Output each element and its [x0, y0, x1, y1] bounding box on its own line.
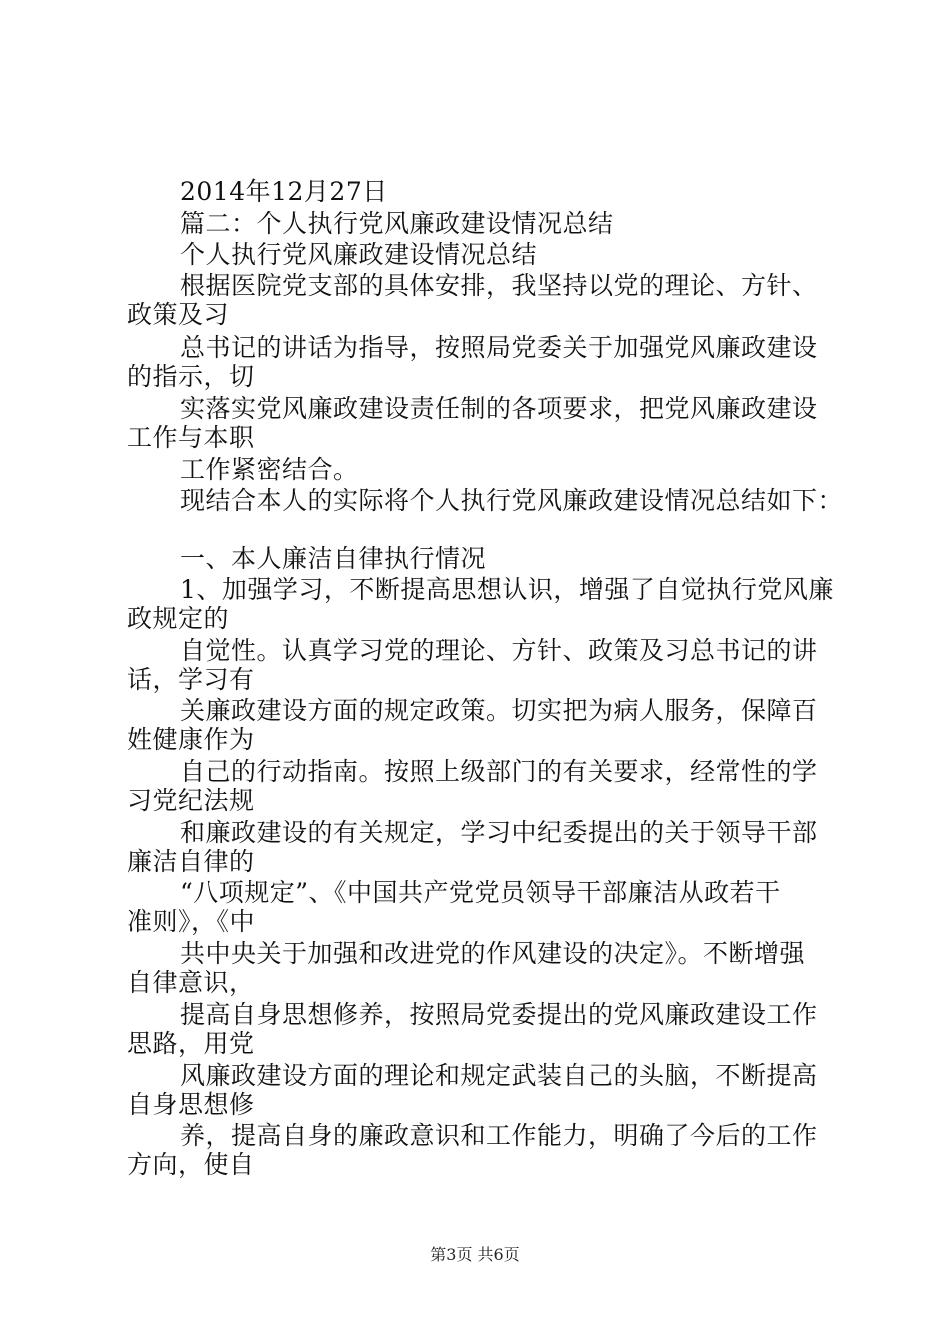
text-line: 习党纪法规 — [127, 786, 255, 815]
text-line: “八项规定”、《中国共产党党员领导干部廉洁从政若干 — [180, 878, 781, 907]
text-line: 实落实党风廉政建设责任制的各项要求，把党风廉政建设 — [180, 394, 818, 423]
document-heading: 个人执行党风廉政建设情况总结 — [180, 240, 538, 269]
text-line: 廉洁自律的 — [127, 847, 255, 876]
page-footer: 第3页 共6页 — [430, 1245, 520, 1264]
text-line: 话，学习有 — [127, 665, 255, 694]
text-line: 的指示，切 — [127, 362, 255, 391]
text-line: 政规定的 — [127, 604, 230, 633]
section-title: 篇二：个人执行党风廉政建设情况总结 — [180, 209, 614, 238]
text-line: 总书记的讲话为指导，按照局党委关于加强党风廉政建设 — [180, 333, 818, 362]
subsection-heading: 一、本人廉洁自律执行情况 — [180, 544, 487, 573]
text-line: 自身思想修 — [127, 1090, 255, 1119]
text-line: 思路，用党 — [127, 1029, 255, 1058]
text-line: 养，提高自身的廉政意识和工作能力，明确了今后的工作 — [180, 1121, 818, 1150]
date-line: 2014年12月27日 — [180, 177, 388, 206]
text-line: 方向，使自 — [127, 1150, 255, 1179]
text-line: 政策及习 — [127, 300, 230, 329]
text-line: 现结合本人的实际将个人执行党风廉政建设情况总结如下： — [180, 486, 844, 515]
text-line: 提高自身思想修养，按照局党委提出的党风廉政建设工作 — [180, 1000, 818, 1029]
text-line: 自觉性。认真学习党的理论、方针、政策及习总书记的讲 — [180, 636, 818, 665]
text-line: 自律意识， — [127, 968, 255, 997]
text-line: 关廉政建设方面的规定政策。切实把为病人服务，保障百 — [180, 696, 818, 725]
text-line: 准则》，《中 — [127, 907, 256, 936]
text-line: 自己的行动指南。按照上级部门的有关要求，经常性的学 — [180, 757, 818, 786]
text-line: 工作与本职 — [127, 423, 255, 452]
text-line: 工作紧密结合。 — [180, 455, 359, 484]
text-line: 共中央关于加强和改进党的作风建设的决定》。不断增强 — [180, 939, 806, 968]
text-line: 姓健康作为 — [127, 725, 255, 754]
text-line: 和廉政建设的有关规定，学习中纪委提出的关于领导干部 — [180, 818, 818, 847]
text-line: 风廉政建设方面的理论和规定武装自己的头脑，不断提高 — [180, 1061, 818, 1090]
text-line: 根据医院党支部的具体安排，我坚持以党的理论、方针、 — [180, 271, 818, 300]
text-line: 1、加强学习，不断提高思想认识，增强了自觉执行党风廉 — [180, 575, 834, 604]
